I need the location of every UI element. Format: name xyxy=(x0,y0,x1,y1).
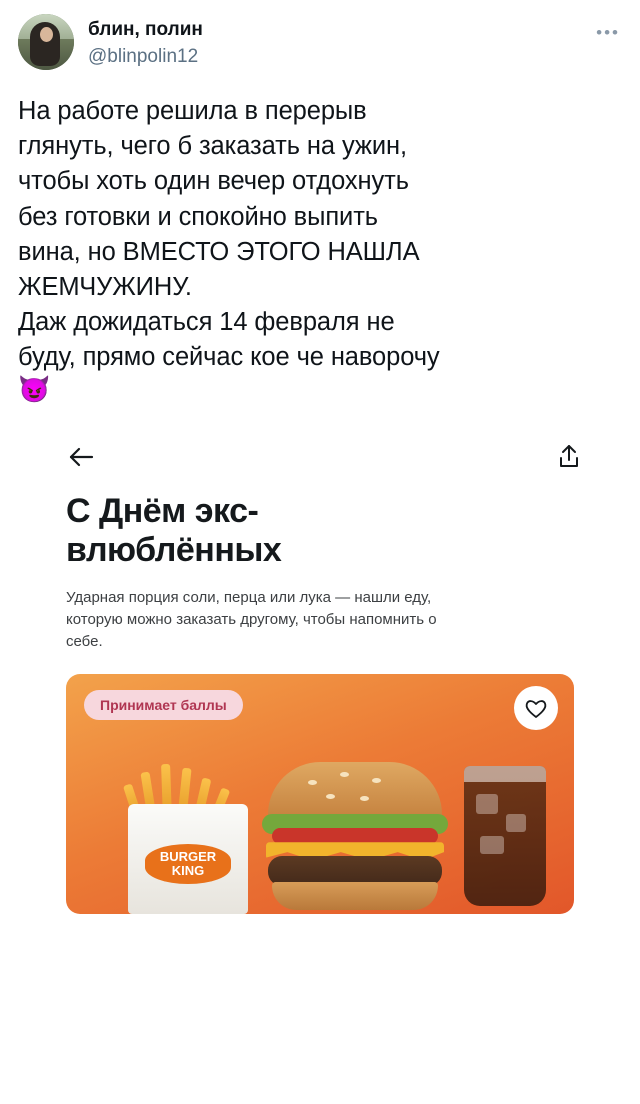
tweet-line-6: Даж дожидаться 14 февраля не xyxy=(18,308,395,337)
sesame-seed xyxy=(372,778,381,783)
share-icon[interactable] xyxy=(554,442,584,472)
tweet-line-4: вина, но ВМЕСТО ЭТОГО НАШЛА xyxy=(18,237,420,266)
sesame-seed xyxy=(340,772,349,777)
tweet-line-7: буду, прямо сейчас кое че наворочу xyxy=(18,343,440,372)
tweet-line-2: чтобы хоть один вечер отдохнуть xyxy=(18,167,409,196)
burger-bun-bottom xyxy=(272,882,438,910)
more-options-icon[interactable]: ••• xyxy=(596,23,620,42)
fries-container xyxy=(128,804,248,914)
logo-line-1: BURGER xyxy=(159,849,217,865)
embedded-card[interactable] xyxy=(18,428,622,915)
avatar-person-face xyxy=(40,27,53,42)
ice-cube xyxy=(506,814,526,832)
burger-king-logo xyxy=(145,844,231,884)
burger-bun-top xyxy=(268,762,442,820)
user-handle: @blinpolin12 xyxy=(88,45,199,67)
tweet-emoji: 😈 xyxy=(18,373,51,404)
ice-cube xyxy=(476,794,498,814)
heart-icon[interactable] xyxy=(514,686,558,730)
card-subtitle: Ударная порция соли, перца или лука — нашли еду, которую можно заказать другому, чтобы напомнить о себе. xyxy=(66,589,437,650)
promo-image[interactable] xyxy=(66,674,574,914)
display-name: блин, полин xyxy=(88,19,203,40)
tweet-container xyxy=(0,0,640,402)
card-title xyxy=(66,492,574,572)
tweet-line-0: На работе решила в перерыв xyxy=(18,97,367,125)
tweet-text xyxy=(18,94,622,402)
soda-drink xyxy=(464,766,546,906)
burger-tomato xyxy=(272,828,438,844)
tweet-author-names xyxy=(88,14,203,69)
sesame-seed xyxy=(326,794,335,799)
logo-line-2: KING xyxy=(171,862,205,878)
tweet-line-5: ЖЕМЧУЖИНУ. xyxy=(18,272,192,301)
tweet-line-1: глянуть, чего б заказать на ужин, xyxy=(18,132,407,161)
card-title-line-1: влюблённых xyxy=(66,531,282,570)
ice-cube xyxy=(480,836,504,854)
tweet-header xyxy=(18,14,622,70)
sesame-seed xyxy=(308,780,317,785)
arrow-left-icon[interactable] xyxy=(66,442,96,472)
card-toolbar xyxy=(18,428,622,478)
sesame-seed xyxy=(360,796,369,801)
tweet-line-3: без готовки и спокойно выпить xyxy=(18,202,378,231)
promo-badge: Принимает баллы xyxy=(84,690,243,720)
card-title-line-0: С Днём экс- xyxy=(66,491,259,530)
burger xyxy=(262,762,448,912)
drink-foam xyxy=(464,766,546,782)
avatar[interactable] xyxy=(18,14,74,70)
